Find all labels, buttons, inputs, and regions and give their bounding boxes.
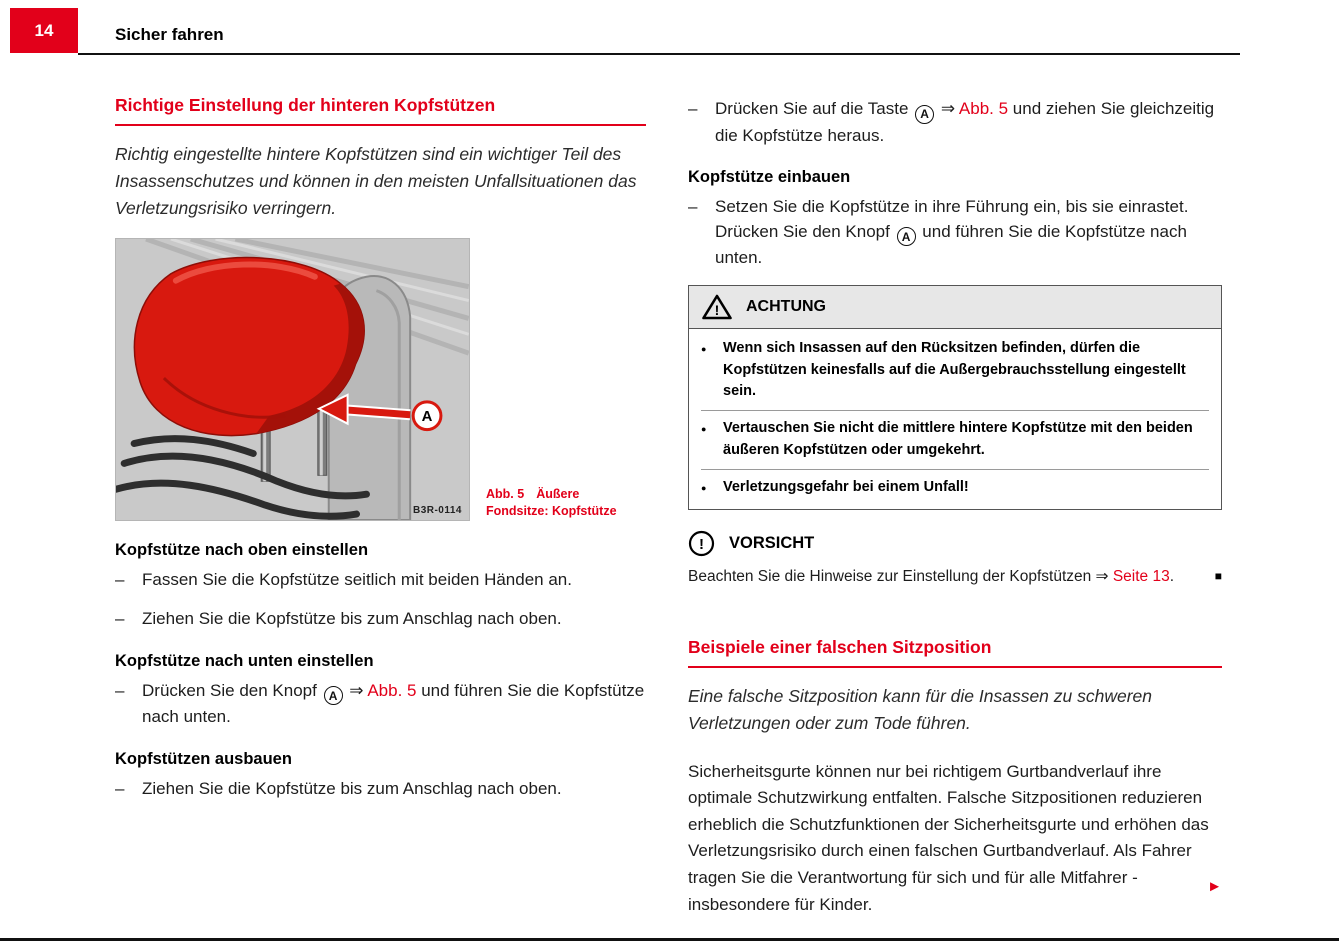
body-text: Sicherheitsgurte können nur bei richtigem Gurtbandverlauf ihre optimale Schutzwirkung entfalten. Falsche Sitzpositionen reduzieren erheblich die Schutzfunktionen der Sicherheitsgurte und erhöhen das Verletzungsrisiko durch einen falschen Gurtbandverlauf. Als Fahrer tragen Sie die Verantwortung für sich und für alle Mitfahrer - insbesondere für Kinder. <box>688 761 1209 914</box>
figure <box>115 238 646 521</box>
text-part: und führen Sie die Kopfstütze nach unten. <box>142 680 645 727</box>
list-item <box>688 97 1222 148</box>
heading-sitzposition: Beispiele einer falschen Sitzposition <box>688 637 1222 668</box>
callout-a <box>413 402 441 430</box>
dash-marker: – <box>688 197 698 217</box>
figure-reference: Abb. 5 <box>367 680 417 700</box>
section-end-marker: ■ <box>1214 569 1222 584</box>
subheading-unten-einstellen: Kopfstütze nach unten einstellen <box>115 651 374 670</box>
warning-body <box>689 329 1221 510</box>
text-part: und führen Sie die Kopfstütze nach unten. <box>715 221 1187 268</box>
list-item <box>115 607 646 632</box>
headrest-illustration <box>115 238 470 521</box>
warning-item <box>701 410 1209 469</box>
warning-item <box>701 469 1209 506</box>
list-item-text <box>142 679 646 730</box>
figure-code: B3R-0114 <box>412 505 462 517</box>
text-part: und ziehen Sie gleichzeitig die Kopfstütze heraus. <box>715 99 1215 145</box>
warning-item-text: Verletzungsgefahr bei einem Unfall! <box>723 478 969 495</box>
circled-a-icon: A <box>915 105 934 124</box>
subheading-ausbauen: Kopfstützen ausbauen <box>115 749 292 768</box>
dash-marker: – <box>115 778 125 798</box>
warning-title: ACHTUNG <box>746 297 826 315</box>
text-part: Beachten Sie die Hinweise zur Einstellung der Kopfstützen ⇒ <box>688 568 1113 586</box>
caution-text <box>688 565 1222 588</box>
left-column <box>115 95 646 815</box>
list-item <box>115 679 646 730</box>
svg-text:!: ! <box>699 536 704 554</box>
dash-marker: – <box>115 570 125 590</box>
caution-circle-icon <box>688 530 715 557</box>
subheading-oben-einstellen: Kopfstütze nach oben einstellen <box>115 541 369 560</box>
page-number: 14 <box>34 20 54 40</box>
header-divider <box>78 53 1240 55</box>
list-item <box>688 195 1222 271</box>
figure-caption <box>486 486 638 522</box>
arrow-part: ⇒ <box>344 680 368 700</box>
page-continue-marker: ► <box>1207 877 1222 895</box>
page-number-badge <box>10 8 78 53</box>
circled-a-icon: A <box>897 227 916 246</box>
arrow-part: ⇒ <box>936 99 959 118</box>
bullet-marker: ● <box>701 343 707 354</box>
headrest-illustration-svg <box>116 239 469 520</box>
text-part: . <box>1169 568 1175 586</box>
right-column <box>688 95 1222 918</box>
svg-text:!: ! <box>714 301 720 318</box>
list-item-text: Fassen Sie die Kopfstütze seitlich mit beiden Händen an. <box>142 570 572 590</box>
body-paragraph <box>688 759 1222 918</box>
list-item-text <box>715 195 1222 271</box>
list-item-text: Ziehen Sie die Kopfstütze bis zum Anschlag nach oben. <box>142 778 562 798</box>
text-part: Setzen Sie die Kopfstütze in ihre Führung ein, bis sie einrastet. Drücken Sie den Knopf <box>715 197 1189 241</box>
heading-kopfstuetzen: Richtige Einstellung der hinteren Kopfstützen <box>115 95 646 126</box>
page-reference: Seite 13 <box>1112 568 1170 586</box>
text-part: Drücken Sie auf die Taste <box>715 99 914 118</box>
text-part: Drücken Sie den Knopf <box>142 680 322 700</box>
warning-item-text: Vertauschen Sie nicht die mittlere hintere Kopfstütze mit den beiden äußeren Kopfstützen oder umgekehrt. <box>723 420 1193 458</box>
dash-marker: – <box>688 99 698 118</box>
figure-caption-text: Äußere Fondsitze: Kopfstütze <box>486 486 617 518</box>
warning-header <box>689 286 1221 329</box>
subheading-einbauen: Kopfstütze einbauen <box>688 168 851 187</box>
bullet-marker: ● <box>701 482 707 493</box>
caution-header <box>688 530 1222 557</box>
figure-reference: Abb. 5 <box>958 99 1009 118</box>
callout-letter: A <box>421 409 433 426</box>
footer-divider <box>0 938 1339 941</box>
lead-paragraph-2: Eine falsche Sitzposition kann für die Insassen zu schweren Verletzungen oder zum Tode führen. <box>688 685 1153 733</box>
warning-item <box>701 331 1209 410</box>
lead-paragraph: Richtig eingestellte hintere Kopfstützen sind ein wichtiger Teil des Insassenschutzes und können in den meisten Unfallsituationen das Verletzungsrisiko verringern. <box>115 144 637 219</box>
warning-box <box>688 285 1222 511</box>
dash-marker: – <box>115 680 125 700</box>
list-item <box>115 568 646 593</box>
bullet-marker: ● <box>701 424 707 435</box>
list-item-text <box>715 97 1222 148</box>
warning-item-text: Wenn sich Insassen auf den Rücksitzen befinden, dürfen die Kopfstützen keinesfalls auf die Außergebrauchsstellung eingestellt sein. <box>723 339 1186 400</box>
caution-title: VORSICHT <box>729 534 815 553</box>
section-title: Sicher fahren <box>115 25 224 44</box>
circled-a-icon: A <box>324 686 343 705</box>
list-item <box>115 777 646 802</box>
figure-caption-label: Abb. 5 <box>486 486 525 501</box>
dash-marker: – <box>115 609 125 629</box>
warning-triangle-icon <box>701 293 733 321</box>
list-item-text: Ziehen Sie die Kopfstütze bis zum Anschlag nach oben. <box>142 609 562 629</box>
